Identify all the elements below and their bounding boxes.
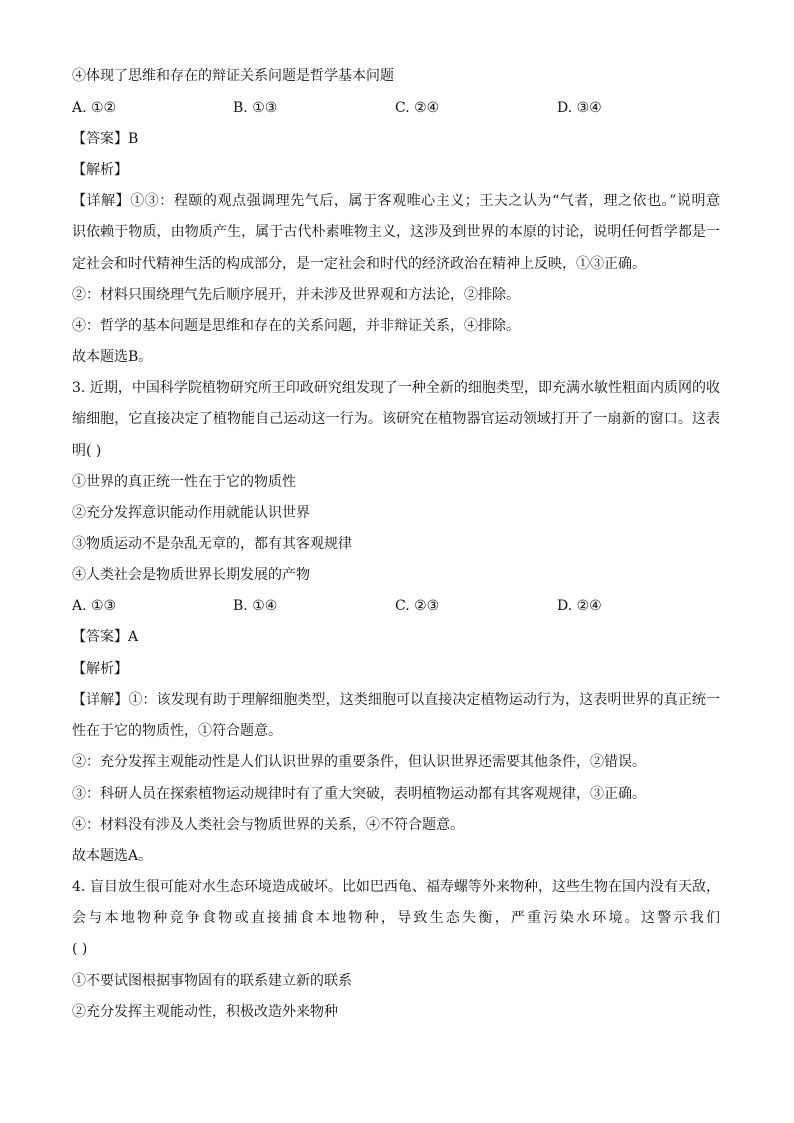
q3-detail-line: ②：充分发挥主观能动性是人们认识世界的重要条件，但认识世界还需要其他条件，②错误。 (72, 754, 646, 770)
q2-option-b: B. ①③ (233, 100, 278, 116)
q3-conclusion: 故本题选A。 (72, 848, 153, 864)
q2-conclusion: 故本题选B。 (72, 349, 153, 365)
q3-stem-line: 3. 近期，中国科学院植物研究所王印政研究组发现了一种全新的细胞类型，即充满水敏性粗面内质网的收 (72, 380, 720, 396)
q3-item-1: ①世界的真正统一性在于它的物质性 (72, 474, 296, 490)
q3-item-4: ④人类社会是物质世界长期发展的产物 (72, 567, 310, 583)
q3-detail-line: 性在于它的物质性，①符合题意。 (72, 723, 282, 739)
q2-detail-line: ④：哲学的基本问题是思维和存在的关系问题，并非辩证关系，④排除。 (72, 318, 520, 334)
q3-analysis-heading: 【解析】 (72, 661, 128, 677)
q3-detail-line: ④：材料没有涉及人类社会与物质世界的关系，④不符合题意。 (72, 817, 464, 833)
q2-detail-line: 识依赖于物质，由物质产生，属于古代朴素唯物主义，这涉及到世界的本原的讨论，说明任何哲学都是一 (72, 224, 720, 240)
q3-options (72, 596, 632, 616)
q3-item-3: ③物质运动不是杂乱无章的，都有其客观规律 (72, 536, 352, 552)
q3-detail-line: 【详解】①：该发现有助于理解细胞类型，这类细胞可以直接决定植物运动行为，这表明世界的真正统一 (72, 692, 720, 708)
q3-option-b: B. ①④ (233, 598, 278, 614)
q4-stem-line: 4. 盲目放生很可能对水生态环境造成破坏。比如巴西龟、福寿螺等外来物种，这些生物在国内没有天敌， (72, 879, 720, 895)
q2-option-d: D. ③④ (557, 100, 602, 116)
q4-item-1: ①不要试图根据事物固有的联系建立新的联系 (72, 973, 352, 989)
q2-answer: 【答案】B (72, 131, 139, 147)
q3-item-2: ②充分发挥意识能动作用就能认识世界 (72, 505, 310, 521)
q3-option-d: D. ②④ (557, 598, 602, 614)
q4-item-2: ②充分发挥主观能动性，积极改造外来物种 (72, 1004, 338, 1020)
q4-stem-line: 会与本地物种竞争食物或直接捕食本地物种，导致生态失衡，严重污染水环境。这警示我们 (72, 910, 720, 926)
q2-options (72, 98, 632, 118)
q3-option-c: C. ②③ (395, 598, 440, 614)
q3-option-a: A. ①③ (72, 598, 117, 614)
q2-option-a: A. ①② (72, 100, 117, 116)
q2-analysis-heading: 【解析】 (72, 162, 128, 178)
q3-detail-line: ③：科研人员在探索植物运动规律时有了重大突破，表明植物运动都有其客观规律，③正确。 (72, 786, 646, 802)
q2-detail-line: 定社会和时代精神生活的构成部分，是一定社会和时代的经济政治在精神上反映，①③正确。 (72, 256, 646, 272)
q3-answer: 【答案】A (72, 629, 139, 645)
q3-stem-line: 明( ) (72, 443, 102, 459)
q2-option-c: C. ②④ (395, 100, 440, 116)
q2-item-4: ④体现了思维和存在的辩证关系问题是哲学基本问题 (72, 68, 394, 84)
q3-stem-line: 缩细胞，它直接决定了植物能自己运动这一行为。该研究在植物器官运动领域打开了一扇新的窗口。这表 (72, 411, 720, 427)
q4-stem-line: ( ) (72, 941, 88, 957)
q2-detail-line: ②：材料只围绕理气先后顺序展开，并未涉及世界观和方法论，②排除。 (72, 287, 520, 303)
q2-detail-line: 【详解】①③：程颐的观点强调理先气后，属于客观唯心主义；王夫之认为“气者，理之依也。”说明意 (72, 193, 720, 209)
